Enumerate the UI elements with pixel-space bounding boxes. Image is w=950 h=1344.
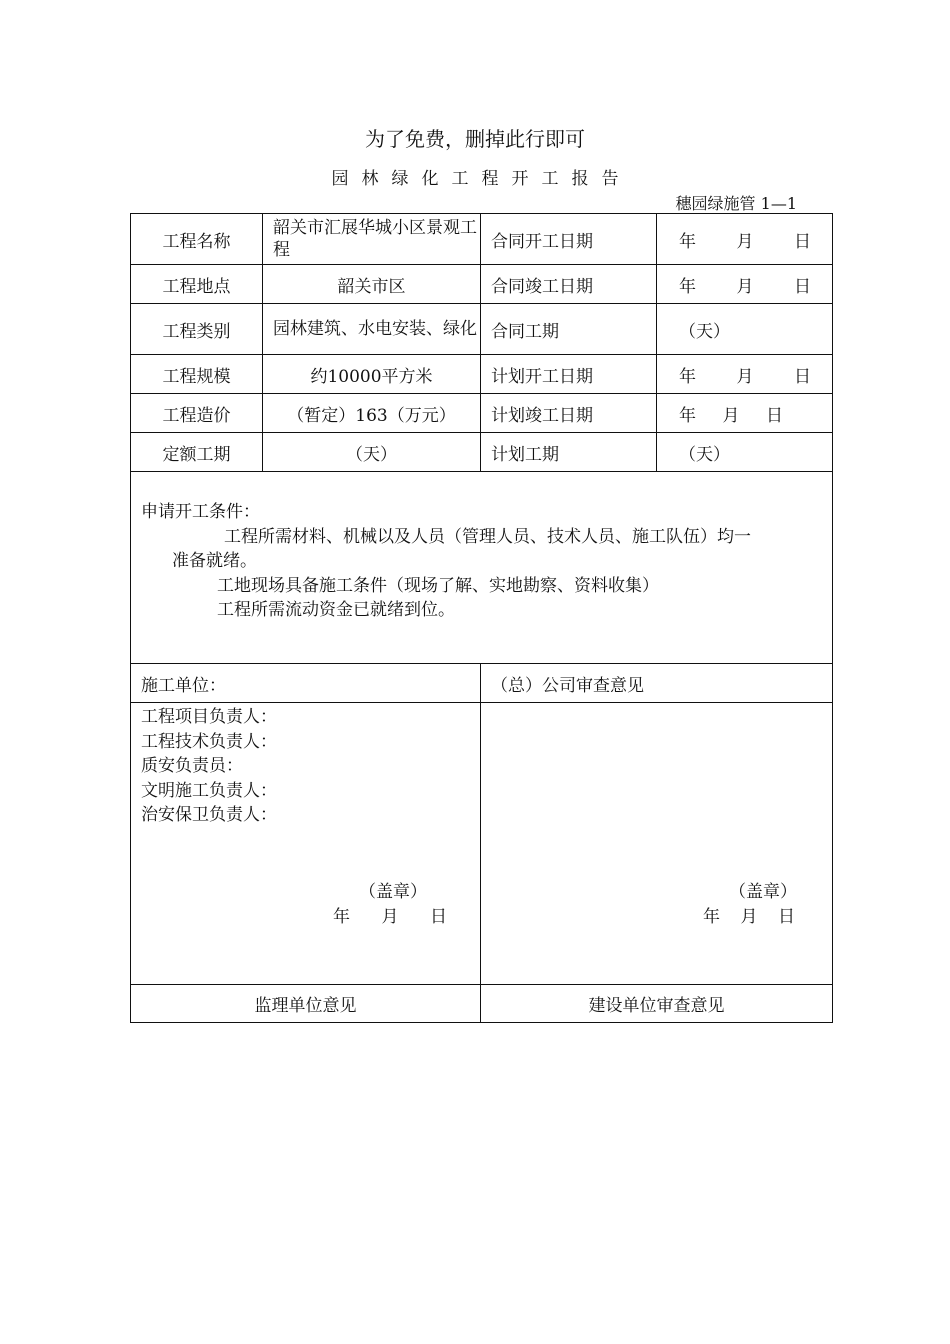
- row-quota-duration: [131, 433, 833, 472]
- value-quota-duration[interactable]: （天）: [263, 433, 481, 472]
- company-review-label: （总）公司审查意见: [481, 664, 833, 703]
- condition-line-2: 准备就绪。: [172, 551, 257, 571]
- person-civil-lead: 文明施工负责人：: [141, 780, 277, 801]
- person-tech-lead: 工程技术负责人：: [141, 731, 277, 752]
- company-review-sign-cell[interactable]: [481, 703, 833, 985]
- row-project-location: [131, 265, 833, 304]
- value-project-cost[interactable]: （暂定）163（万元）: [263, 394, 481, 433]
- value-project-scale[interactable]: 约10000平方米: [263, 355, 481, 394]
- value-project-name[interactable]: 韶关市汇展华城小区景观工程: [263, 214, 481, 265]
- value-project-location[interactable]: 韶关市区: [263, 265, 481, 304]
- report-title: 园林绿化工程开工报告: [331, 169, 632, 189]
- value-project-category[interactable]: 园林建筑、水电安装、绿化: [263, 304, 481, 355]
- planned-start-date-field[interactable]: 年 月 日: [657, 355, 833, 394]
- conditions-heading: 申请开工条件：: [141, 502, 260, 522]
- supervision-opinion-label: 监理单位意见: [131, 985, 481, 1023]
- contract-duration-field[interactable]: （天）: [657, 304, 833, 355]
- label-project-location: 工程地点: [131, 265, 263, 304]
- row-project-scale: [131, 355, 833, 394]
- label-planned-start-date: 计划开工日期: [481, 355, 657, 394]
- label-planned-end-date: 计划竣工日期: [481, 394, 657, 433]
- row-units-header: [131, 664, 833, 703]
- row-footer: [131, 985, 833, 1023]
- person-project-lead: 工程项目负责人：: [141, 707, 277, 727]
- person-safety-lead: 质安负责员：: [141, 756, 243, 776]
- row-project-name: [131, 214, 833, 265]
- condition-line-4: 工程所需流动资金已就绪到位。: [217, 600, 455, 620]
- construction-sign-date: 年 月 日: [333, 907, 447, 927]
- label-planned-duration: 计划工期: [481, 433, 657, 472]
- label-project-cost: 工程造价: [131, 394, 263, 433]
- construction-unit-label: 施工单位：: [131, 664, 481, 703]
- company-sign-date: 年 月 日: [703, 907, 795, 927]
- form-code: 穗园绿施管 1—1: [675, 194, 797, 213]
- person-security-lead: 治安保卫负责人：: [141, 805, 277, 825]
- row-signatures: [131, 703, 833, 985]
- responsible-persons-list: [141, 705, 277, 828]
- condition-line-1: 工程所需材料、机械以及人员（管理人员、技术人员、施工队伍）均一: [224, 527, 751, 547]
- label-contract-duration: 合同工期: [481, 304, 657, 355]
- row-project-cost: [131, 394, 833, 433]
- report-form-table: [130, 213, 833, 1023]
- construction-unit-sign-cell[interactable]: [131, 703, 481, 985]
- notice-line: 为了免费，删掉此行即可: [365, 127, 585, 151]
- row-start-conditions: [131, 472, 833, 664]
- construction-stamp: （盖章）: [359, 882, 427, 902]
- start-conditions-cell: [131, 472, 833, 664]
- label-project-scale: 工程规模: [131, 355, 263, 394]
- planned-duration-field[interactable]: （天）: [657, 433, 833, 472]
- label-project-name: 工程名称: [131, 214, 263, 265]
- planned-end-date-field[interactable]: 年 月 日: [657, 394, 833, 433]
- contract-end-date-field[interactable]: 年 月 日: [657, 265, 833, 304]
- label-quota-duration: 定额工期: [131, 433, 263, 472]
- owner-review-label: 建设单位审查意见: [481, 985, 833, 1023]
- label-contract-end-date: 合同竣工日期: [481, 265, 657, 304]
- row-project-category: [131, 304, 833, 355]
- condition-line-3: 工地现场具备施工条件（现场了解、实地勘察、资料收集）: [217, 576, 659, 596]
- label-project-category: 工程类别: [131, 304, 263, 355]
- label-contract-start-date: 合同开工日期: [481, 214, 657, 265]
- contract-start-date-field[interactable]: 年 月 日: [657, 214, 833, 265]
- company-stamp: （盖章）: [729, 882, 797, 902]
